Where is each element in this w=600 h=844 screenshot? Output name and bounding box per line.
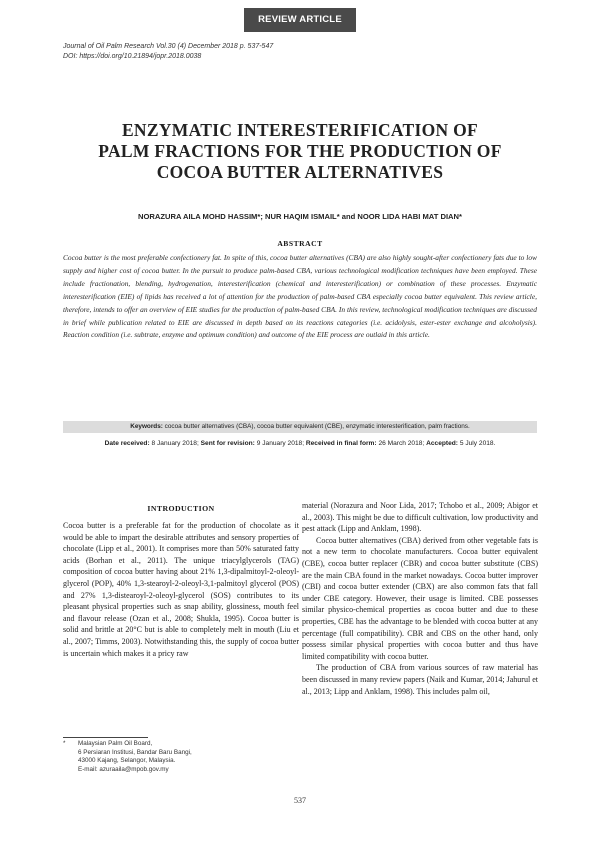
introduction-heading: INTRODUCTION [147, 504, 215, 513]
doi-line[interactable]: DOI: https://doi.org/10.21894/jopr.2018.0038 [63, 53, 202, 60]
date-revision: 9 January 2018; [256, 440, 305, 447]
journal-citation: Journal of Oil Palm Research Vol.30 (4) December 2018 p. 537-547 [63, 43, 274, 50]
page-number: 537 [294, 796, 306, 805]
intro-paragraph-2: Cocoa butter alternatives (CBA) derived from other vegetable fats is not a new term to chocolate manufacturers. Cocoa butter equivalent (CBE), cocoa butter replacer (CBR) and cocoa butter substitute (CBS) are the main CBA found in the market nowadays. Cocoa butter improver (CBI) and cocoa butter extender (CBX) are also common fats that fall under CBE category. However, their usage is limited. CBE possesses similar physico-chemical properties as cocoa butter and due to these properties, CBE has the advantage to be blended with cocoa butter at any percentage (full compatibility). CBR and CBS on the other hand, only possess similar physical properties with cocoa butter and thus have limited compatibility with cocoa butter. [302, 535, 538, 661]
keywords-bar [63, 421, 537, 433]
date-accepted-label: Accepted: [426, 440, 458, 447]
title-line-3: COCOA BUTTER ALTERNATIVES [156, 162, 444, 182]
article-title [60, 120, 540, 183]
date-received: 8 January 2018; [151, 440, 199, 447]
keywords-text: cocoa butter alternatives (CBA), cocoa butter equivalent (CBE), enzymatic interesterification, palm fractions. [164, 423, 470, 430]
date-final-label: Received in final form: [305, 440, 377, 447]
dates-line [0, 440, 600, 447]
footnote-email[interactable]: E-mail: azuraaila@mpob.gov.my [78, 765, 169, 773]
footnote-line-3: 43000 Kajang, Selangor, Malaysia. [78, 757, 176, 765]
date-revision-label: Sent for revision: [200, 440, 255, 447]
intro-paragraph-1: Cocoa butter is a preferable fat for the production of chocolate as it would be able to impart the desirable attributes and sensory properties of chocolate (Lipp et al., 2001). It comprises more than 50% saturated fatty acids (Borhan et al., 2011). The unique triacylglycerols (TAG) composition of cocoa butter having about 21% 1,3-dipalmitoyl-2-oleoyl-glycerol (POP), 40% 1,3-stearoyl-2-oleoyl-3,1-palmitoyl glycerol (POS) and 27% 1,3-distearoyl-2-oleoyl-glycerol (SOS) contributes to its pleasant physical properties such as snap ability, glossiness, mouth feel and flavour release (Ozan et al., 2008; Shukla, 1995). Cocoa butter is solid and brittle at 20°C but is able to completely melt in mouth (Liu et al., 2007; Timms, 2003). Notwithstanding this, the supply of cocoa butter is uncertain which makes it a pricy raw [63, 521, 299, 658]
title-line-2: PALM FRACTIONS FOR THE PRODUCTION OF [98, 141, 502, 161]
footnote-line-1: Malaysian Palm Oil Board, [78, 740, 153, 747]
article-type-banner: REVIEW ARTICLE [244, 8, 356, 32]
date-final: 26 March 2018; [378, 440, 425, 447]
footnote-marker: * [63, 740, 66, 747]
abstract-text: Cocoa butter is the most preferable confectionery fat. In spite of this, cocoa butter alternatives (CBA) are also highly sought-after confectionery fats due to low supply and higher cost of cocoa butter. In the pursuit to produce palm-based CBA, various technological modification techniques have been employed. These include fractionation, blending, hydrogenation, interesterification (chemical and interesterification) or combination of these processes. Enzymatic interesterification (EIE) of lipids has received a lot of attention for the production of palm-based CBA especially cocoa butter equivalent. This review article, therefore, intends to offer an overview of EIE studies for the production of palm-based CBA. In this review, technological modification techniques are discussed in brief while publication related to EIE are discussed in depth based on its reactions categories (i.e. acidolysis, ester-ester exchange and alcoholysis). Reaction condition (i.e. subtrate, enzyme and optimum condition) and outcome of the EIE process are outlaid in this article. [63, 253, 537, 340]
title-line-1: ENZYMATIC INTERESTERIFICATION OF [121, 120, 479, 140]
affiliation-footnote [63, 740, 192, 774]
footnote-line-2: 6 Persiaran Institusi, Bandar Baru Bangi, [78, 748, 192, 756]
left-column [63, 520, 299, 659]
journal-info [63, 42, 273, 62]
date-received-label: Date received: [104, 440, 150, 447]
intro-paragraph-continued: material (Norazura and Noor Lida, 2017; Tchobo et al., 2009; Abigor et al., 2003). This might be due to difficult cultivation, low productivity and pest attack (Lipp and Anklam, 1998). [302, 501, 538, 534]
keywords-label: Keywords: [130, 423, 163, 430]
intro-paragraph-3: The production of CBA from various sources of raw material has been discussed in many review papers (Naik and Kumar, 2014; Jahurul et al., 2013; Lipp and Anklam, 1998). This includes palm oil, [302, 663, 538, 696]
author-list: NORAZURA AILA MOHD HASSIM*; NUR HAQIM ISMAIL* and NOOR LIDA HABI MAT DIAN* [138, 212, 462, 221]
right-column [302, 500, 538, 697]
abstract-heading: ABSTRACT [277, 239, 323, 248]
footnote-divider [63, 737, 148, 738]
date-accepted: 5 July 2018. [459, 440, 496, 447]
